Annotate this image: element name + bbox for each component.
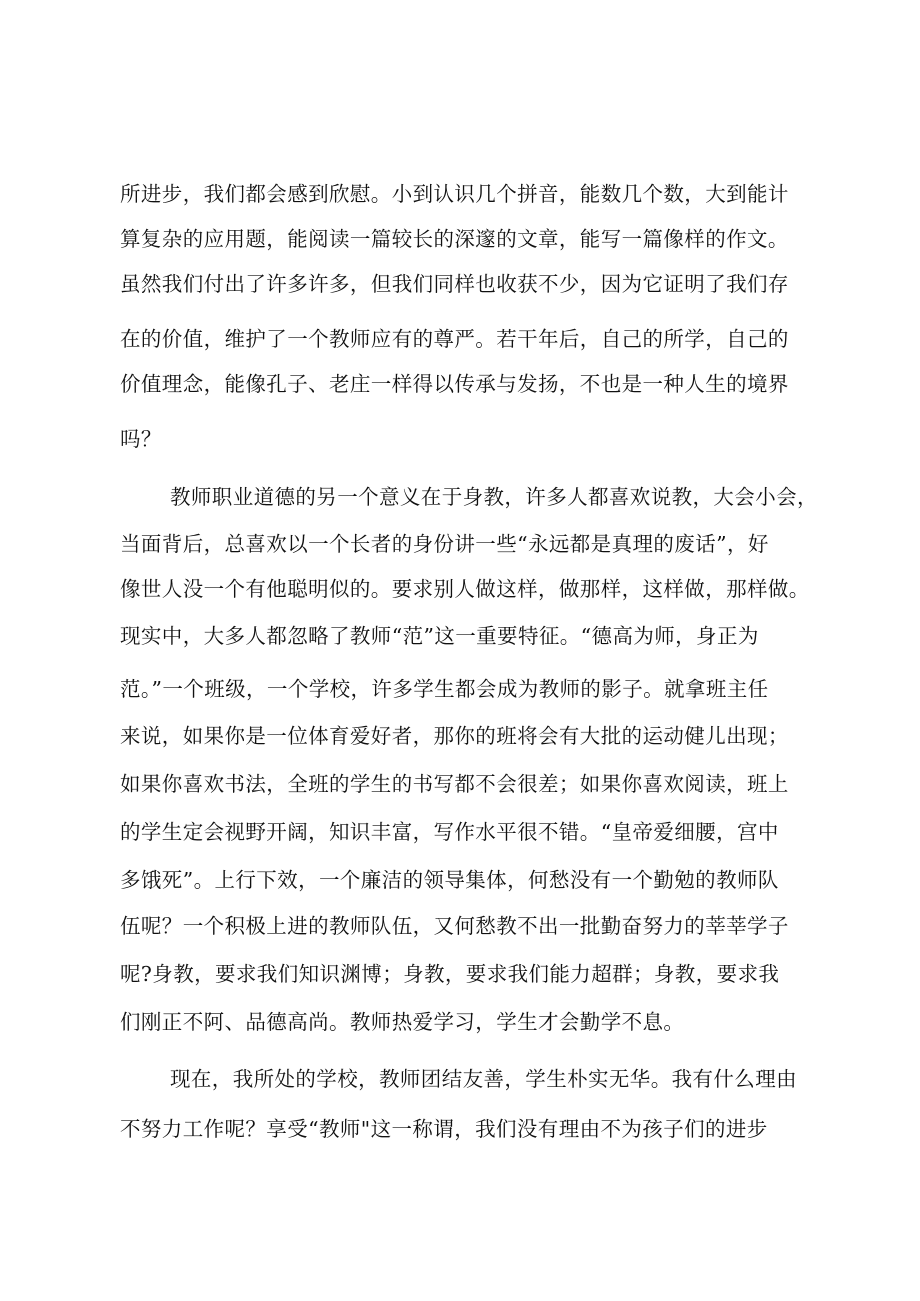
paragraph-start-line: 教师职业道德的另一个意义在于身教，许多人都喜欢说教，大会小会， xyxy=(170,485,818,509)
text-line: 们刚正不阿、品德高尚。教师热爱学习，学生才会勤学不息。 xyxy=(120,1010,685,1034)
text-line: 如果你喜欢书法，全班的学生的书写都不会很差；如果你喜欢阅读，班上 xyxy=(120,772,789,796)
text-line: 虽然我们付出了许多许多，但我们同样也收获不少，因为它证明了我们存 xyxy=(120,272,789,296)
text-line: 现实中，大多人都忽略了教师“范”这一重要特征。“德高为师，身正为 xyxy=(120,624,759,648)
text-line: 多饿死”。上行下效，一个廉洁的领导集体，何愁没有一个勤勉的教师队 xyxy=(120,868,779,892)
text-line: 像世人没一个有他聪明似的。要求别人做这样，做那样，这样做，那样做。 xyxy=(120,577,810,601)
text-line: 的学生定会视野开阔，知识丰富，写作水平很不错。“皇帝爱细腰，宫中 xyxy=(120,820,779,844)
text-line: 不努力工作呢？享受“教师"这一称谓，我们没有理由不为孩子们的进步 xyxy=(120,1117,768,1141)
text-line: 范。”一个班级，一个学校，许多学生都会成为教师的影子。就拿班主任 xyxy=(120,677,769,701)
paragraph-start-line: 现在，我所处的学校，教师团结友善，学生朴实无华。我有什么理由 xyxy=(170,1067,797,1091)
text-line: 价值理念，能像孔子、老庄一样得以传承与发扬，不也是一种人生的境界 xyxy=(120,372,789,396)
text-line: 吗？ xyxy=(120,427,162,451)
text-line: 在的价值，维护了一个教师应有的尊严。若干年后，自己的所学，自己的 xyxy=(120,327,789,351)
text-line: 所进步，我们都会感到欣慰。小到认识几个拼音，能数几个数，大到能计 xyxy=(120,182,789,206)
text-line: 呢?身教，要求我们知识渊博；身教，要求我们能力超群；身教，要求我 xyxy=(120,962,780,986)
text-line: 来说，如果你是一位体育爱好者，那你的班将会有大批的运动健儿出现； xyxy=(120,724,789,748)
text-line: 伍呢？一个积极上进的教师队伍，又何愁教不出一批勤奋努力的莘莘学子 xyxy=(120,914,789,938)
text-line: 算复杂的应用题，能阅读一篇较长的深邃的文章，能写一篇像样的作文。 xyxy=(120,227,789,251)
text-line: 当面背后，总喜欢以一个长者的身份讲一些“永远都是真理的废话”，好 xyxy=(120,532,769,556)
